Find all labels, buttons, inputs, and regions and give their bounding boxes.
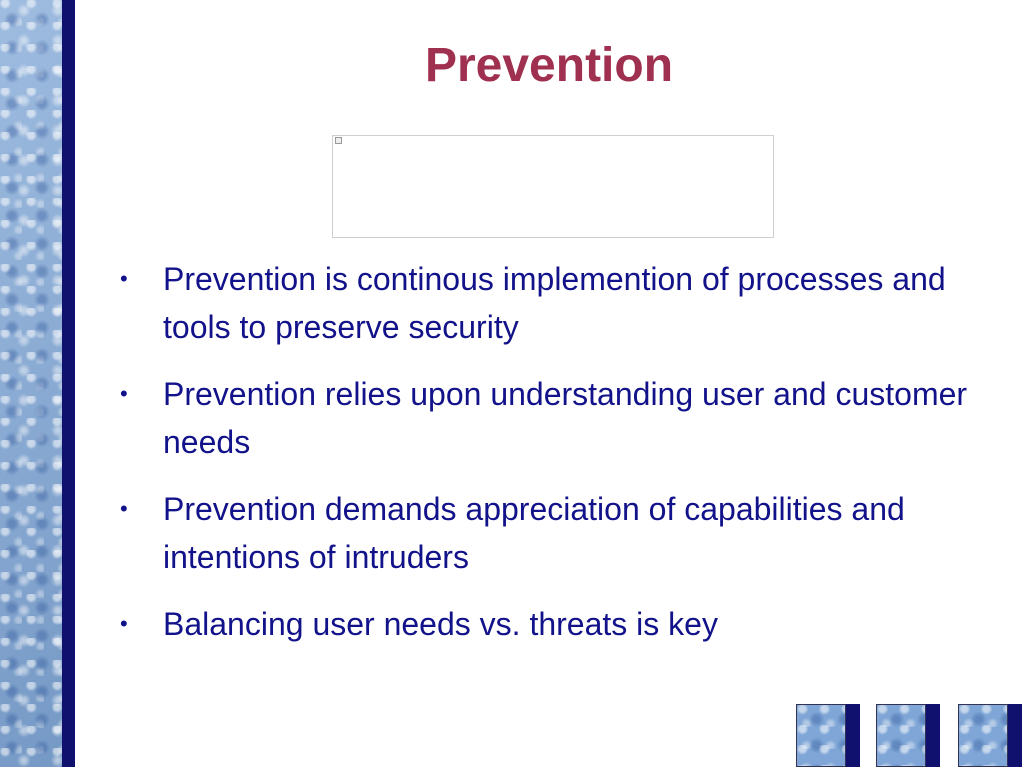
bullet-dot-icon: • [120, 381, 128, 406]
left-decorative-strip [0, 0, 62, 767]
bullet-text: Prevention demands appreciation of capabilities and intentions of intruders [163, 491, 905, 575]
bullet-item [112, 485, 992, 581]
bullet-dot-icon: • [120, 266, 128, 291]
bullet-text: Prevention is continous implemention of processes and tools to preserve security [163, 261, 946, 345]
bullet-dot-icon: • [120, 496, 128, 521]
bullet-item [112, 255, 992, 351]
nav-tile-icon [796, 704, 846, 767]
nav-button-first[interactable] [796, 704, 860, 767]
bullet-list [112, 255, 992, 667]
bullet-item [112, 370, 992, 466]
slide-title: Prevention [424, 39, 674, 92]
bullet-text: Prevention relies upon understanding user and customer needs [163, 376, 968, 460]
bullet-text: Balancing user needs vs. threats is key [163, 606, 718, 642]
bullet-item [112, 600, 992, 648]
nav-tile-icon [958, 704, 1008, 767]
image-placeholder [332, 135, 774, 238]
nav-button-last[interactable] [958, 704, 1022, 767]
nav-tile-icon [876, 704, 926, 767]
nav-button-middle[interactable] [876, 704, 940, 767]
left-accent-bar [62, 0, 75, 767]
broken-image-icon [335, 137, 342, 144]
bullet-dot-icon: • [120, 611, 128, 636]
